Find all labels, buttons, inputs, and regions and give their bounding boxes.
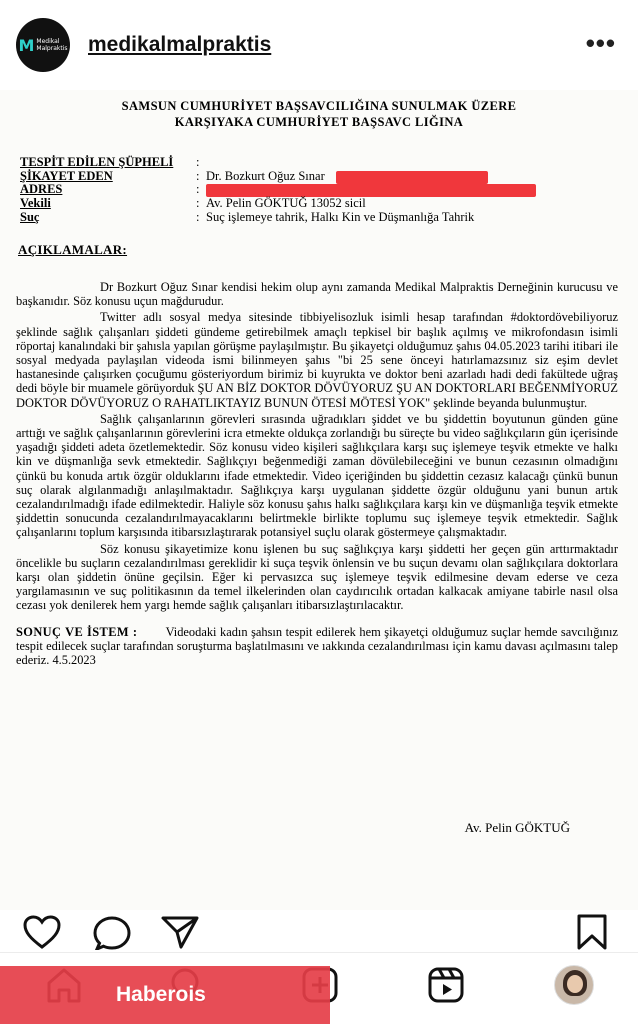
field-row xyxy=(20,197,638,211)
account-avatar[interactable] xyxy=(16,18,70,72)
field-label: ŞİKAYET EDEN xyxy=(20,168,113,183)
field-colon: : xyxy=(196,168,200,183)
paragraph: Dr Bozkurt Oğuz Sınar kendisi hekim olup aynı zamanda Medikal Malpraktis Derneğinin kurucusu ve başkanıdır. Söz konusu uçun mağdurudur. xyxy=(16,279,618,309)
field-colon: : xyxy=(196,182,200,197)
conclusion xyxy=(16,625,618,668)
post-image-document[interactable] xyxy=(0,90,638,910)
field-row xyxy=(20,183,638,197)
field-row xyxy=(20,156,638,170)
heading-line-1: SAMSUN CUMHURİYET BAŞSAVCILIĞINA SUNULMAK ÜZERE xyxy=(121,99,517,113)
save-bookmark-icon[interactable] xyxy=(572,914,612,950)
field-row xyxy=(20,210,638,224)
section-title: AÇIKLAMALAR: xyxy=(18,241,128,257)
document-heading xyxy=(0,98,638,130)
avatar-text xyxy=(36,38,67,52)
share-icon[interactable] xyxy=(160,914,200,950)
avatar-text-line1: Medikal xyxy=(36,38,60,45)
field-colon: : xyxy=(196,155,200,170)
field-value: Dr. Bozkurt Oğuz Sınar xyxy=(206,168,325,183)
conclusion-text: Videodaki kadın şahsın tespit edilerek hem şikayetçi olduğumuz suçlar hemde savcılığınız tespit edilecek suçlar tarafından soruşturma başlatılmasını ve ıakkında cezalandırılması için kamu davası açılmasını talep ederiz. 4.5.2023 xyxy=(16,624,618,668)
post-actions xyxy=(0,910,638,952)
field-colon: : xyxy=(196,196,200,211)
comment-icon[interactable] xyxy=(92,914,132,950)
paragraph: Twitter adlı sosyal medya sitesinde tibbiyelisozluk isimli hesap tarafından #doktordövebiliyoruz şeklinde sağlık çalışanları şiddeti gündeme getirebilmek amaçlı tepkisel bir başlık açılmış ve mikrofondasın isimli röportaj kanalındaki bir şahısla yapılan görüşme paylaşılmıştır. Bu şikayetçi olduğumuz şahıs 04.05.2023 tarihi itibari ile sosyal medyada paylaşılan videoda ismi bilinmeyen şahıs "bi 25 sene önceyi hatırlamazsınız siz eşim devlet hastanesinde çalışırken çocuğumu gösteriyordum birimiz bi kuyrukta ve doktor beni azarladı hadi dedi fakültede uğraş dedi böyle bir muamele görüyorduk ŞU AN BİZ DOKTOR DÖVÜYORUZ ŞU AN DOKTORLARI BEĞENMİYORUZ DOKTOR DÖVÜYORUZ O RAHATLIKTAYIZ BUNUN ÖTESİ MÖTESİ YOK" şeklinde beyanda bulunmuştur. xyxy=(16,310,618,410)
paragraph: Sağlık çalışanlarının görevleri sırasında uğradıkları şiddet ve bu şiddettin boyutunun günden güne arttığı ve sağlık çalışanlarının görevlerini icra etmekte oldukça zorlandığı bu süreçte bu video sağlıkçıların gün içerisinde yaşadığı şiddeti adeta özetlemektedir. Söz konusu video kişileri sağlıkçılara karşı suç işlemeye teşvik etmekte ve halkı kin ve düşmanlığa sevk etmektedir. Sağlıkçıyı beğenmediği zaman dövülebileceğini ve bunun cezasının olmadığını çünkü bu konuda artık özgür olduklarını ifade etmektedir. Video içeriğinden bu şiddettin cezasız kalacağı çünkü bunun suç olarak algılanmadığı anlaşılmaktadır. Sağlıkçıya karşı uygulanan şiddette özgür olduğunu yani bunun artık cezalandırılmadığı ifade edilmektedir. Haliyle söz konusu şahıs halkı sağlıkçılara karşı kin ve düşmanlığa teşvik etmekte şiddettin sonucunda cezalandırılmayacaklarını belirtmekle birlikte toplumu suç işlemeye teşvik etmektedir. Sağlık çalışanlarını toplum karşısında itibarsızlaştırarak potansiyel suçlu olarak göstermeye çalışmaktadır. xyxy=(16,411,618,540)
field-colon: : xyxy=(196,209,200,224)
conclusion-title: SONUÇ VE İSTEM : xyxy=(16,624,138,639)
username-link[interactable]: medikalmalpraktis xyxy=(88,33,272,56)
watermark-overlay: Haberois xyxy=(0,966,330,1024)
document-fields xyxy=(20,156,638,224)
more-icon[interactable]: ••• xyxy=(585,28,616,58)
profile-avatar[interactable] xyxy=(552,963,596,1007)
field-label: Suç xyxy=(20,209,40,224)
field-row xyxy=(20,170,638,184)
logo-icon: M xyxy=(18,35,35,55)
signer-name: Av. Pelin GÖKTUĞ xyxy=(464,820,570,835)
field-label: TESPİT EDİLEN ŞÜPHELİ xyxy=(20,155,174,170)
field-label: ADRES xyxy=(20,182,63,197)
field-label: Vekili xyxy=(20,196,51,211)
field-value: Suç işlemeye tahrik, Halkı Kin ve Düşmanlığa Tahrik xyxy=(206,209,475,224)
heading-line-2: KARŞIYAKA CUMHURİYET BAŞSAVC LIĞINA xyxy=(174,115,464,129)
avatar-text-line2: Malpraktis xyxy=(36,45,68,52)
profile-face xyxy=(567,975,583,993)
reels-icon[interactable] xyxy=(424,963,468,1007)
conclusion-spacer xyxy=(141,625,162,639)
post-header xyxy=(0,0,638,90)
like-icon[interactable] xyxy=(22,914,62,950)
paragraph: Söz konusu şikayetimize konu işlenen bu suç sağlıkçıya karşı şiddetti her geçen gün arttırmaktadır öncelikle bu suçların cezalandırılması gereklidir ki suça teşvik önlensin ve bu suçun devamı olan sağlıkçılara doktorlara karşı olan şiddetin önüne geçilsin. Eğer ki pervasızca suç işlemeye teşvik edilmesine devam ederse ve ceza yargılamasının ve suç politikasının da temel ilkelerinden olan caydırıcılık ortadan kalkacak amiyane tabirle nasıl olsa cezası yok denilerek hem yargı hemde sağlık çalışanları itibarsızlaştırılacaktır. xyxy=(16,541,618,613)
field-value: Av. Pelin GÖKTUĞ 13052 sicil xyxy=(206,196,366,211)
profile-picture xyxy=(554,965,594,1005)
